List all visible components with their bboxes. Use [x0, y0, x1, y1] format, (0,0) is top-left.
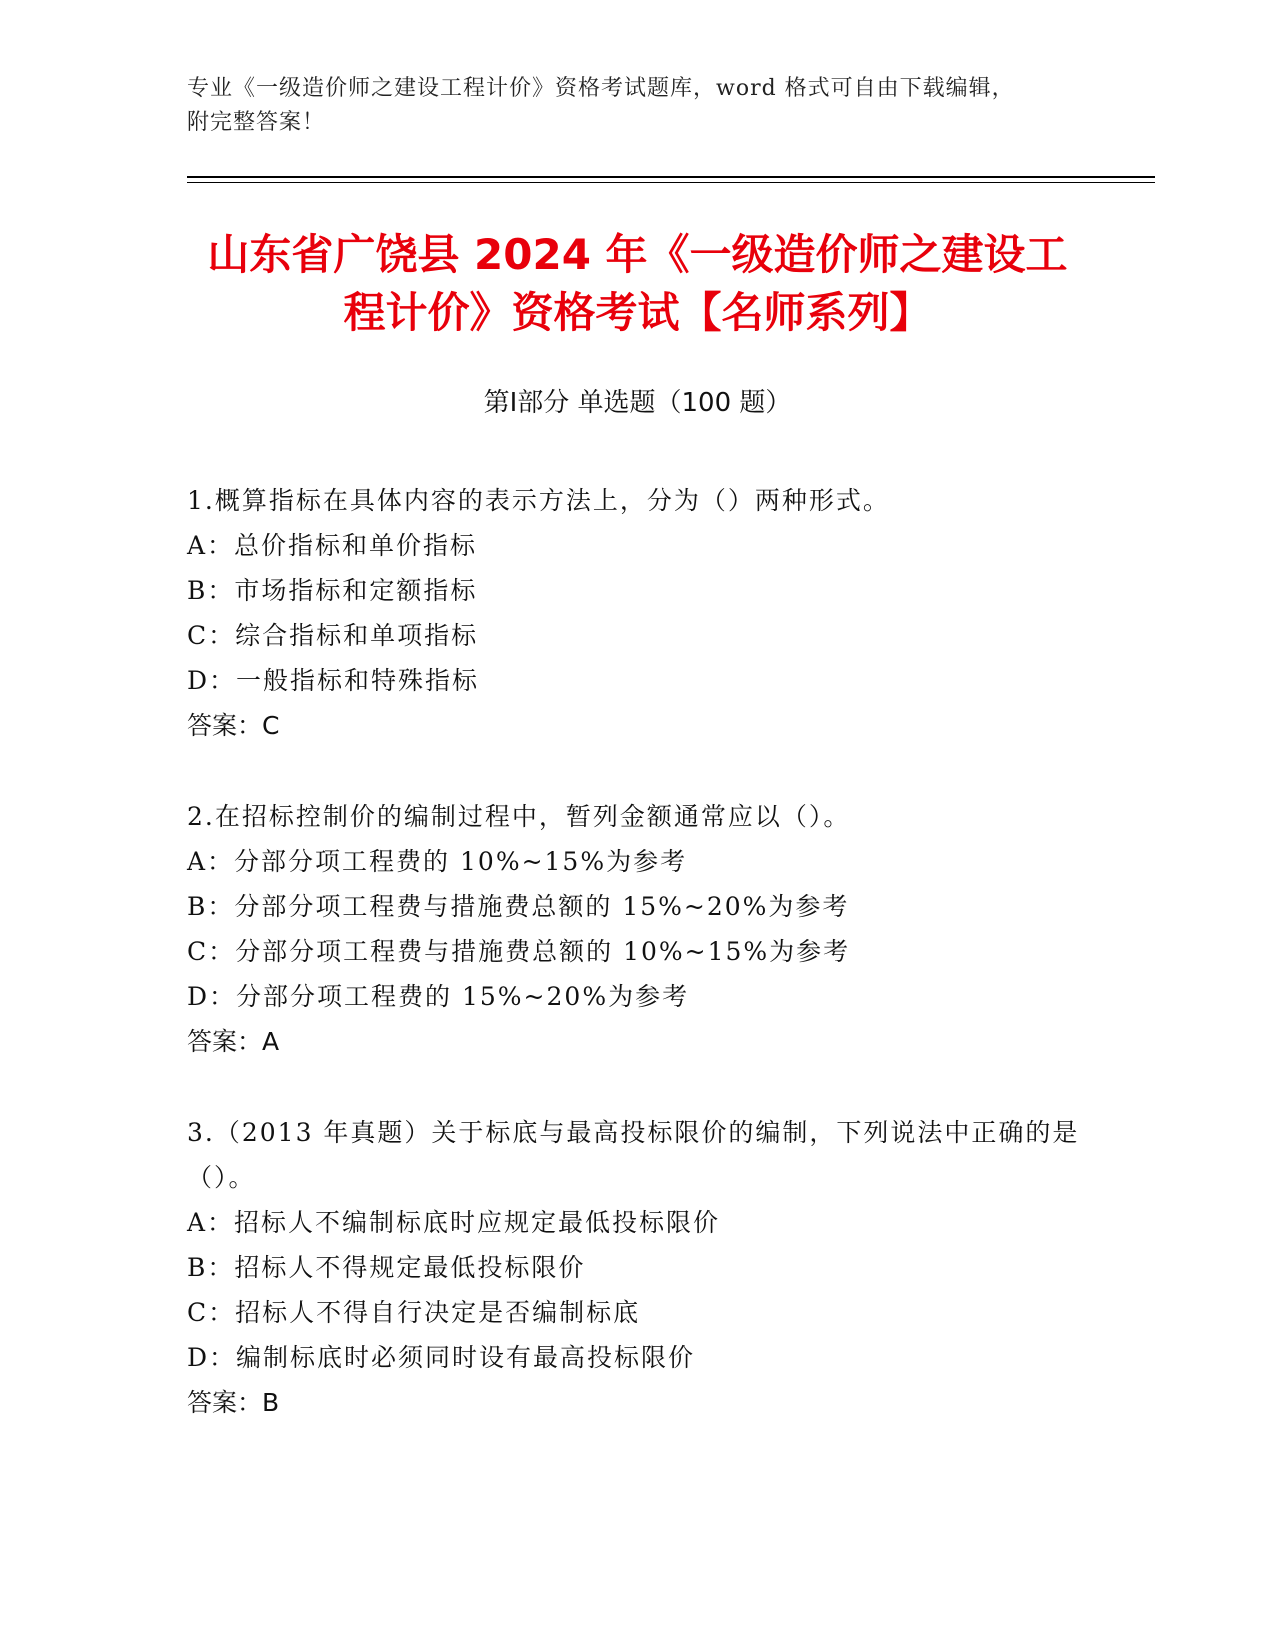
option-d: D：编制标底时必须同时设有最高投标限价 [187, 1343, 696, 1372]
question-1 [187, 478, 1087, 748]
option-b: B：市场指标和定额指标 [187, 576, 478, 605]
option-d: D：分部分项工程费的 15%~20%为参考 [187, 982, 690, 1011]
document-title-line-2: 程计价》资格考试【名师系列】 [343, 288, 932, 337]
question-3 [187, 1110, 1087, 1425]
question-2 [187, 794, 1087, 1064]
question-stem: 1.概算指标在具体内容的表示方法上，分为（）两种形式。 [187, 486, 890, 515]
question-list [187, 478, 1087, 1471]
option-a: A：分部分项工程费的 10%~15%为参考 [187, 847, 688, 876]
header-note-line-1: 专业《一级造价师之建设工程计价》资格考试题库，word 格式可自由下载编辑， [187, 76, 1015, 101]
question-stem: 2.在招标控制价的编制过程中，暂列金额通常应以（）。 [187, 802, 851, 831]
option-b: B：分部分项工程费与措施费总额的 15%~20%为参考 [187, 892, 850, 921]
answer: 答案：A [187, 1027, 280, 1056]
answer: 答案：B [187, 1388, 280, 1417]
option-c: C：招标人不得自行决定是否编制标底 [187, 1298, 641, 1327]
option-d: D：一般指标和特殊指标 [187, 666, 480, 695]
header-divider-thick [187, 176, 1155, 178]
header-note [187, 72, 1087, 140]
option-a: A：总价指标和单价指标 [187, 531, 478, 560]
option-a: A：招标人不编制标底时应规定最低投标限价 [187, 1208, 721, 1237]
header-note-line-2: 附完整答案！ [187, 110, 326, 135]
option-c: C：综合指标和单项指标 [187, 621, 479, 650]
document-title [150, 226, 1125, 342]
document-title-line-1: 山东省广饶县 2024 年《一级造价师之建设工 [207, 230, 1068, 279]
option-b: B：招标人不得规定最低投标限价 [187, 1253, 586, 1282]
option-c: C：分部分项工程费与措施费总额的 10%~15%为参考 [187, 937, 851, 966]
answer: 答案：C [187, 711, 280, 740]
question-stem: 3.（2013 年真题）关于标底与最高投标限价的编制，下列说法中正确的是（）。 [187, 1118, 1080, 1192]
header-divider-thin [187, 182, 1155, 183]
section-title: 第Ⅰ部分 单选题（100 题） [483, 388, 792, 418]
